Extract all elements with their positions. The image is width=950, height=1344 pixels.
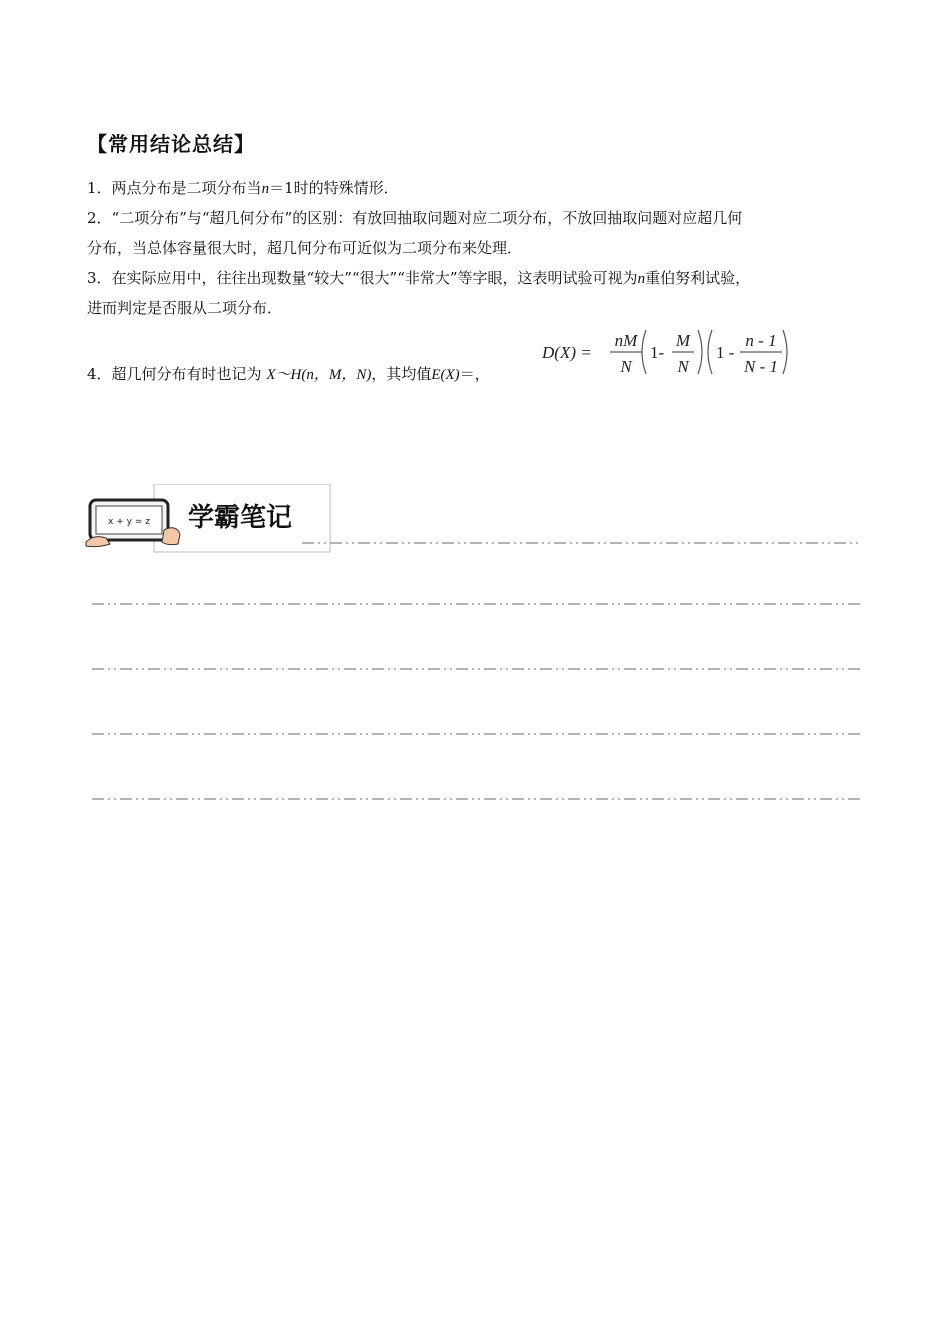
item-text: “二项分布”与“超几何分布”的区别：有放回抽取问题对应二项分布，不放回抽取问题对应超几何: [111, 209, 743, 227]
variance-formula: [540, 324, 790, 380]
item-text: 两点分布是二项分布当: [111, 179, 262, 197]
note-line-4: [92, 732, 860, 736]
fraction-1-numerator: nM: [614, 331, 638, 350]
right-paren: [698, 330, 702, 374]
item-1: [87, 174, 399, 204]
section-heading: 【常用结论总结】: [87, 132, 255, 156]
note-line-2: [92, 602, 860, 606]
one-minus: 1-: [650, 343, 665, 362]
variable-n: n: [637, 271, 646, 287]
item-text: 超几何分布有时也记为: [111, 365, 262, 383]
fraction-2-numerator: M: [675, 331, 691, 350]
item-2-line-2: 分布，当总体容量很大时，超几何分布可近似为二项分布来处理．: [87, 239, 523, 257]
item-text: ＝，: [459, 365, 490, 383]
fraction-1-denominator: N: [620, 357, 632, 376]
badge-title: 学霸笔记: [188, 503, 293, 533]
variable-n: n: [261, 181, 270, 197]
item-number: 3．: [87, 269, 112, 287]
note-line-1: [302, 541, 858, 545]
left-paren: [708, 330, 712, 374]
fraction-3-numerator: n - 1: [745, 331, 777, 350]
right-hand-icon: [162, 528, 180, 545]
one-minus: 1 -: [716, 343, 735, 362]
item-3-line-2: 进而判定是否服从二项分布．: [87, 299, 283, 317]
board-text: x + y = z: [108, 517, 150, 527]
fraction-3-denominator: N - 1: [744, 357, 778, 376]
item-2-line-1: [87, 204, 742, 233]
item-number: 4．: [87, 365, 112, 383]
item-text: ，其均值: [371, 365, 432, 383]
item-4: [87, 360, 490, 390]
item-text: 重伯努利试验，: [645, 269, 751, 287]
note-line-5: [92, 797, 860, 801]
item-number: 2．: [87, 209, 112, 227]
formula-lhs: D(X) =: [542, 343, 592, 362]
left-paren: [642, 330, 646, 374]
fraction-2-denominator: N: [677, 357, 689, 376]
item-3-line-1: [87, 264, 750, 294]
item-number: 1．: [87, 179, 112, 197]
item-text: 在实际应用中，往往出现数量“较大”“很大”“非常大”等字眼，这表明试验可视为: [111, 269, 638, 287]
item-text: ＝1时的特殊情形．: [269, 179, 399, 197]
right-paren: [783, 330, 787, 374]
left-hand-icon: [86, 537, 110, 547]
notes-badge: [84, 484, 332, 554]
distribution-notation: X～H(n，M，N): [266, 367, 372, 383]
mean-notation: E(X): [431, 367, 460, 383]
note-line-3: [92, 667, 860, 671]
